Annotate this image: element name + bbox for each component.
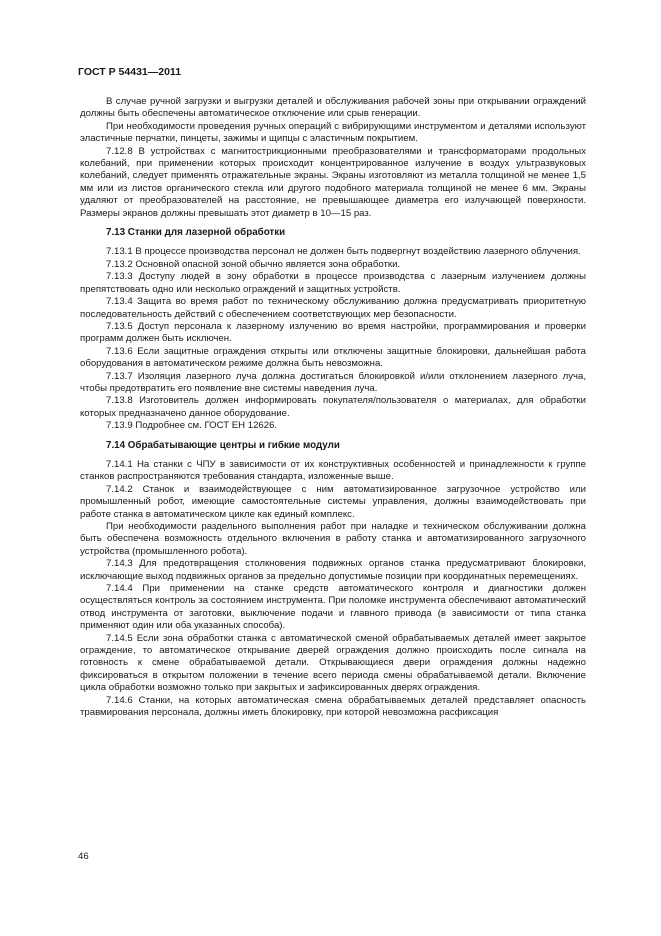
- paragraph: 7.13.3 Доступу людей в зону обработки в процессе производства с лазерным излучением должны препятствовать одно или несколько ограждений и защитных устройств.: [80, 271, 586, 295]
- paragraph: 7.14.4 При применении на станке средств автоматического контроля и диагностики должен осуществляться контроль за состоянием инструмента. При поломке инструмента обеспечивают автоматический отвод инструмента от заготовки, выключение подачи и главного привода (в зависимости от типа станка применяют один или оба указанных способа).: [80, 583, 586, 632]
- page-number: 46: [78, 851, 89, 862]
- paragraph: 7.13.2 Основной опасной зоной обычно является зона обработки.: [106, 258, 401, 270]
- document-body: [80, 96, 586, 720]
- paragraph: 7.14.3 Для предотвращения столкновения подвижных органов станка предусматривают блокировки, исключающие выход подвижных органов за предельно допустимые позиции при координатных перемещениях.: [80, 558, 586, 582]
- paragraph: При необходимости раздельного выполнения работ при наладке и техническом обслуживании должна быть обеспечена возможность отдельного включения в работу станка и автоматизированного загрузочного устройства (промышленного робота).: [80, 521, 586, 557]
- paragraph: 7.14.1 На станки с ЧПУ в зависимости от их конструктивных особенностей и принадлежности к группе станков распространяются требования стандарта, изложенные выше.: [80, 458, 586, 483]
- paragraph: 7.14.5 Если зона обработки станка с автоматической сменой обрабатываемых деталей имеет закрытое ограждение, то автоматическое открывание дверей ограждения должно происходить после сигнала на готовность к смене обрабатываемой детали. Открывающиеся двери ограждения должны надежно фиксироваться в открытом положении в течение всего периода смены обрабатываемой детали. Включение цикла обработки возможно только при закрытых и зафиксированных дверях ограждения.: [80, 632, 586, 694]
- paragraph: 7.13.5 Доступ персонала к лазерному излучению во время настройки, программирования и проверки программ должен быть исключен.: [80, 320, 586, 345]
- paragraph: 7.13.8 Изготовитель должен информировать покупателя/пользователя о материалах, для обработки которых предназначено данное оборудование.: [80, 395, 586, 419]
- paragraph: 7.12.8 В устройствах с магнитострикционными преобразователями и трансформаторами продольных колебаний, при применении которых происходит концентрированное излучение в воздух ультразвуковых колебаний, следует применять отражательные экраны. Экраны изготовляют из металла толщиной не менее 1,5 мм или из листов органического стекла или другого подобного материала толщиной не менее 6 мм. Экраны удаляют от преобразователей на расстояние, не превышающее диаметра его излучающей поверхности. Размеры экранов должны превышать этот диаметр в 10—15 раз.: [80, 145, 586, 219]
- paragraph: При необходимости проведения ручных операций с вибрирующими инструментом и деталями используют эластичные перчатки, пинцеты, зажимы и щипцы с эластичным покрытием.: [80, 120, 586, 145]
- document-header: ГОСТ Р 54431—2011: [78, 66, 182, 78]
- paragraph: 7.13.6 Если защитные ограждения открыты или отключены защитные блокировки, дальнейшая работа оборудования в автоматическом режиме должна быть невозможна.: [80, 345, 586, 370]
- paragraph: 7.13.9 Подробнее см. ГОСТ ЕН 12626.: [106, 420, 278, 432]
- paragraph: 7.13.7 Изоляция лазерного луча должна достигаться блокировкой и/или отклонением лазерного луча, чтобы предотвратить его появление вне системы наведения луча.: [80, 370, 586, 394]
- section-heading: 7.14 Обрабатывающие центры и гибкие модули: [106, 439, 340, 451]
- paragraph: 7.13.1 В процессе производства персонал не должен быть подвергнут воздействию лазерного облучения.: [106, 246, 581, 258]
- paragraph: В случае ручной загрузки и выгрузки деталей и обслуживания рабочей зоны при открывании ограждений должны быть обеспечены автоматическое отключение или срыв генерации.: [80, 96, 586, 120]
- paragraph: 7.14.2 Станок и взаимодействующее с ним автоматизированное загрузочное устройство или промышленный робот, имеющие самостоятельные системы управления, должны взаимодействовать при работе станка в автоматическом цикле как единый комплекс.: [80, 483, 586, 520]
- paragraph: 7.14.6 Станки, на которых автоматическая смена обрабатываемых деталей представляет опасность травмирования персонала, должны иметь блокировку, при которой невозможна расфиксация: [80, 694, 586, 719]
- paragraph: 7.13.4 Защита во время работ по техническому обслуживанию должна предусматривать приоритетную последовательность действий с обеспечением соответствующих мер безопасности.: [80, 296, 586, 320]
- section-heading: 7.13 Станки для лазерной обработки: [106, 227, 286, 239]
